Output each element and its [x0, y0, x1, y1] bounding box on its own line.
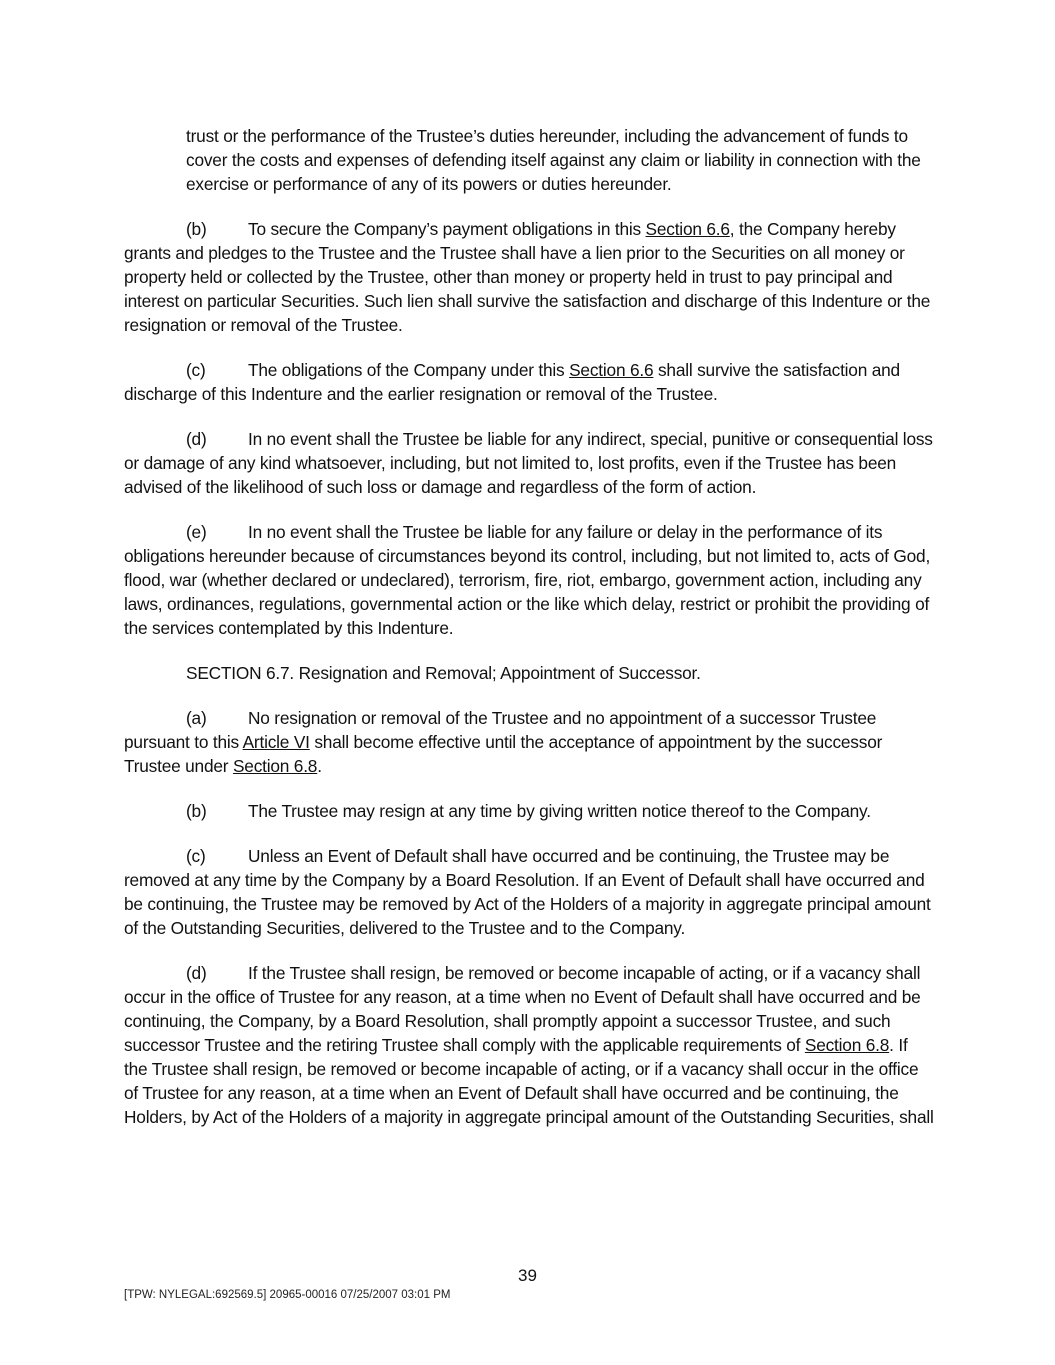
paragraph-text: shall become effective until the acceptance of appointment by the successor Trustee under — [124, 732, 883, 776]
section-6-7-heading — [186, 661, 934, 685]
section-6-7-d-paragraph — [124, 961, 934, 1129]
section-6-6-reference: Section 6.6 — [569, 360, 654, 380]
paragraph-text: In no event shall the Trustee be liable for any indirect, special, punitive or consequential loss or damage of any kind whatsoever, including, but not limited to, lost profits, even if the Trustee has been advised of the likelihood of such loss or damage and regardless of the form of action. — [124, 429, 933, 497]
article-vi-reference: Article VI — [242, 732, 310, 752]
section-6-6-d-paragraph — [124, 427, 934, 499]
section-6-6-b-paragraph — [124, 217, 934, 337]
section-6-8-reference: Section 6.8 — [804, 1035, 890, 1055]
document-footer-id: [TPW: NYLEGAL:692569.5] 20965-00016 07/25/2007 03:01 PM — [124, 1289, 451, 1301]
page-number: 39 — [518, 1266, 537, 1285]
document-body — [124, 124, 934, 1150]
paragraph-text: The obligations of the Company under this — [248, 360, 570, 380]
paragraph-text: To secure the Company’s payment obligations in this — [248, 219, 646, 239]
paragraph-label: (c) — [186, 846, 206, 866]
paragraph-text: . If the Trustee shall resign, be removed or become incapable of acting, or if a vacancy shall occur in the office of Trustee for any reason, at a time when an Event of Default shall have occurred and be continuing, the Holders, by Act of the Holders of a majority in aggregate principal amount of the Outstanding Securities, shall — [124, 1035, 934, 1127]
paragraph-text: shall survive the satisfaction and discharge of this Indenture and the earlier resignation or removal of the Trustee. — [124, 360, 900, 404]
paragraph-text: The Trustee may resign at any time by giving written notice thereof to the Company. — [248, 801, 871, 821]
section-6-6-reference: Section 6.6 — [645, 219, 730, 239]
paragraph-text: Unless an Event of Default shall have occurred and be continuing, the Trustee may be removed at any time by the Company by a Board Resolution. If an Event of Default shall have occurred and be continuing, the Trustee may be removed by Act of the Holders of a majority in aggregate principal amount of the Outstanding Securities, delivered to the Trustee and to the Company. — [124, 846, 931, 938]
section-6-7-a-paragraph — [124, 706, 934, 778]
section-6-6-c-paragraph — [124, 358, 934, 406]
paragraph-text: No resignation or removal of the Trustee and no appointment of a successor Trustee pursuant to this — [124, 708, 877, 752]
paragraph-label: (b) — [186, 801, 207, 821]
paragraph-text: , the Company hereby grants and pledges to the Trustee and the Trustee shall have a lien prior to the Securities on all money or property held or collected by the Trustee, other than money or property held in trust to pay principal and interest on particular Securities. Such lien shall survive the satisfaction and discharge of this Indenture or the resignation or removal of the Trustee. — [124, 219, 931, 335]
section-6-8-reference: Section 6.8 — [232, 756, 318, 776]
section-6-7-c-paragraph — [124, 844, 934, 940]
continued-paragraph — [186, 124, 934, 196]
section-6-6-e-paragraph — [124, 520, 934, 640]
paragraph-text: If the Trustee shall resign, be removed or become incapable of acting, or if a vacancy shall occur in the office of Trustee for any reason, at a time when no Event of Default shall have occurred and be continuing, the Company, by a Board Resolution, shall promptly appoint a successor Trustee, and such successor Trustee and the retiring Trustee shall comply with the applicable requirements of — [124, 963, 921, 1055]
paragraph-label: (d) — [186, 429, 207, 449]
paragraph-text: . — [317, 756, 322, 776]
paragraph-text: In no event shall the Trustee be liable for any failure or delay in the performance of its obligations hereunder because of circumstances beyond its control, including, but not limited to, acts of God, flood, war (whether declared or undeclared), terrorism, fire, riot, embargo, government action, including any laws, ordinances, regulations, governmental action or the like which delay, restrict or prohibit the providing of the services contemplated by this Indenture. — [124, 522, 931, 638]
paragraph-label: (d) — [186, 963, 207, 983]
paragraph-label: (a) — [186, 708, 207, 728]
section-heading-text: SECTION 6.7. Resignation and Removal; Appointment of Successor. — [186, 663, 701, 683]
paragraph-label: (c) — [186, 360, 206, 380]
section-6-7-b-paragraph — [124, 799, 934, 823]
continued-paragraph-text: trust or the performance of the Trustee’s duties hereunder, including the advancement of funds to cover the costs and expenses of defending itself against any claim or liability in connection with the exercise or performance of any of its powers or duties hereunder. — [186, 126, 921, 194]
paragraph-label: (b) — [186, 219, 207, 239]
paragraph-label: (e) — [186, 522, 207, 542]
